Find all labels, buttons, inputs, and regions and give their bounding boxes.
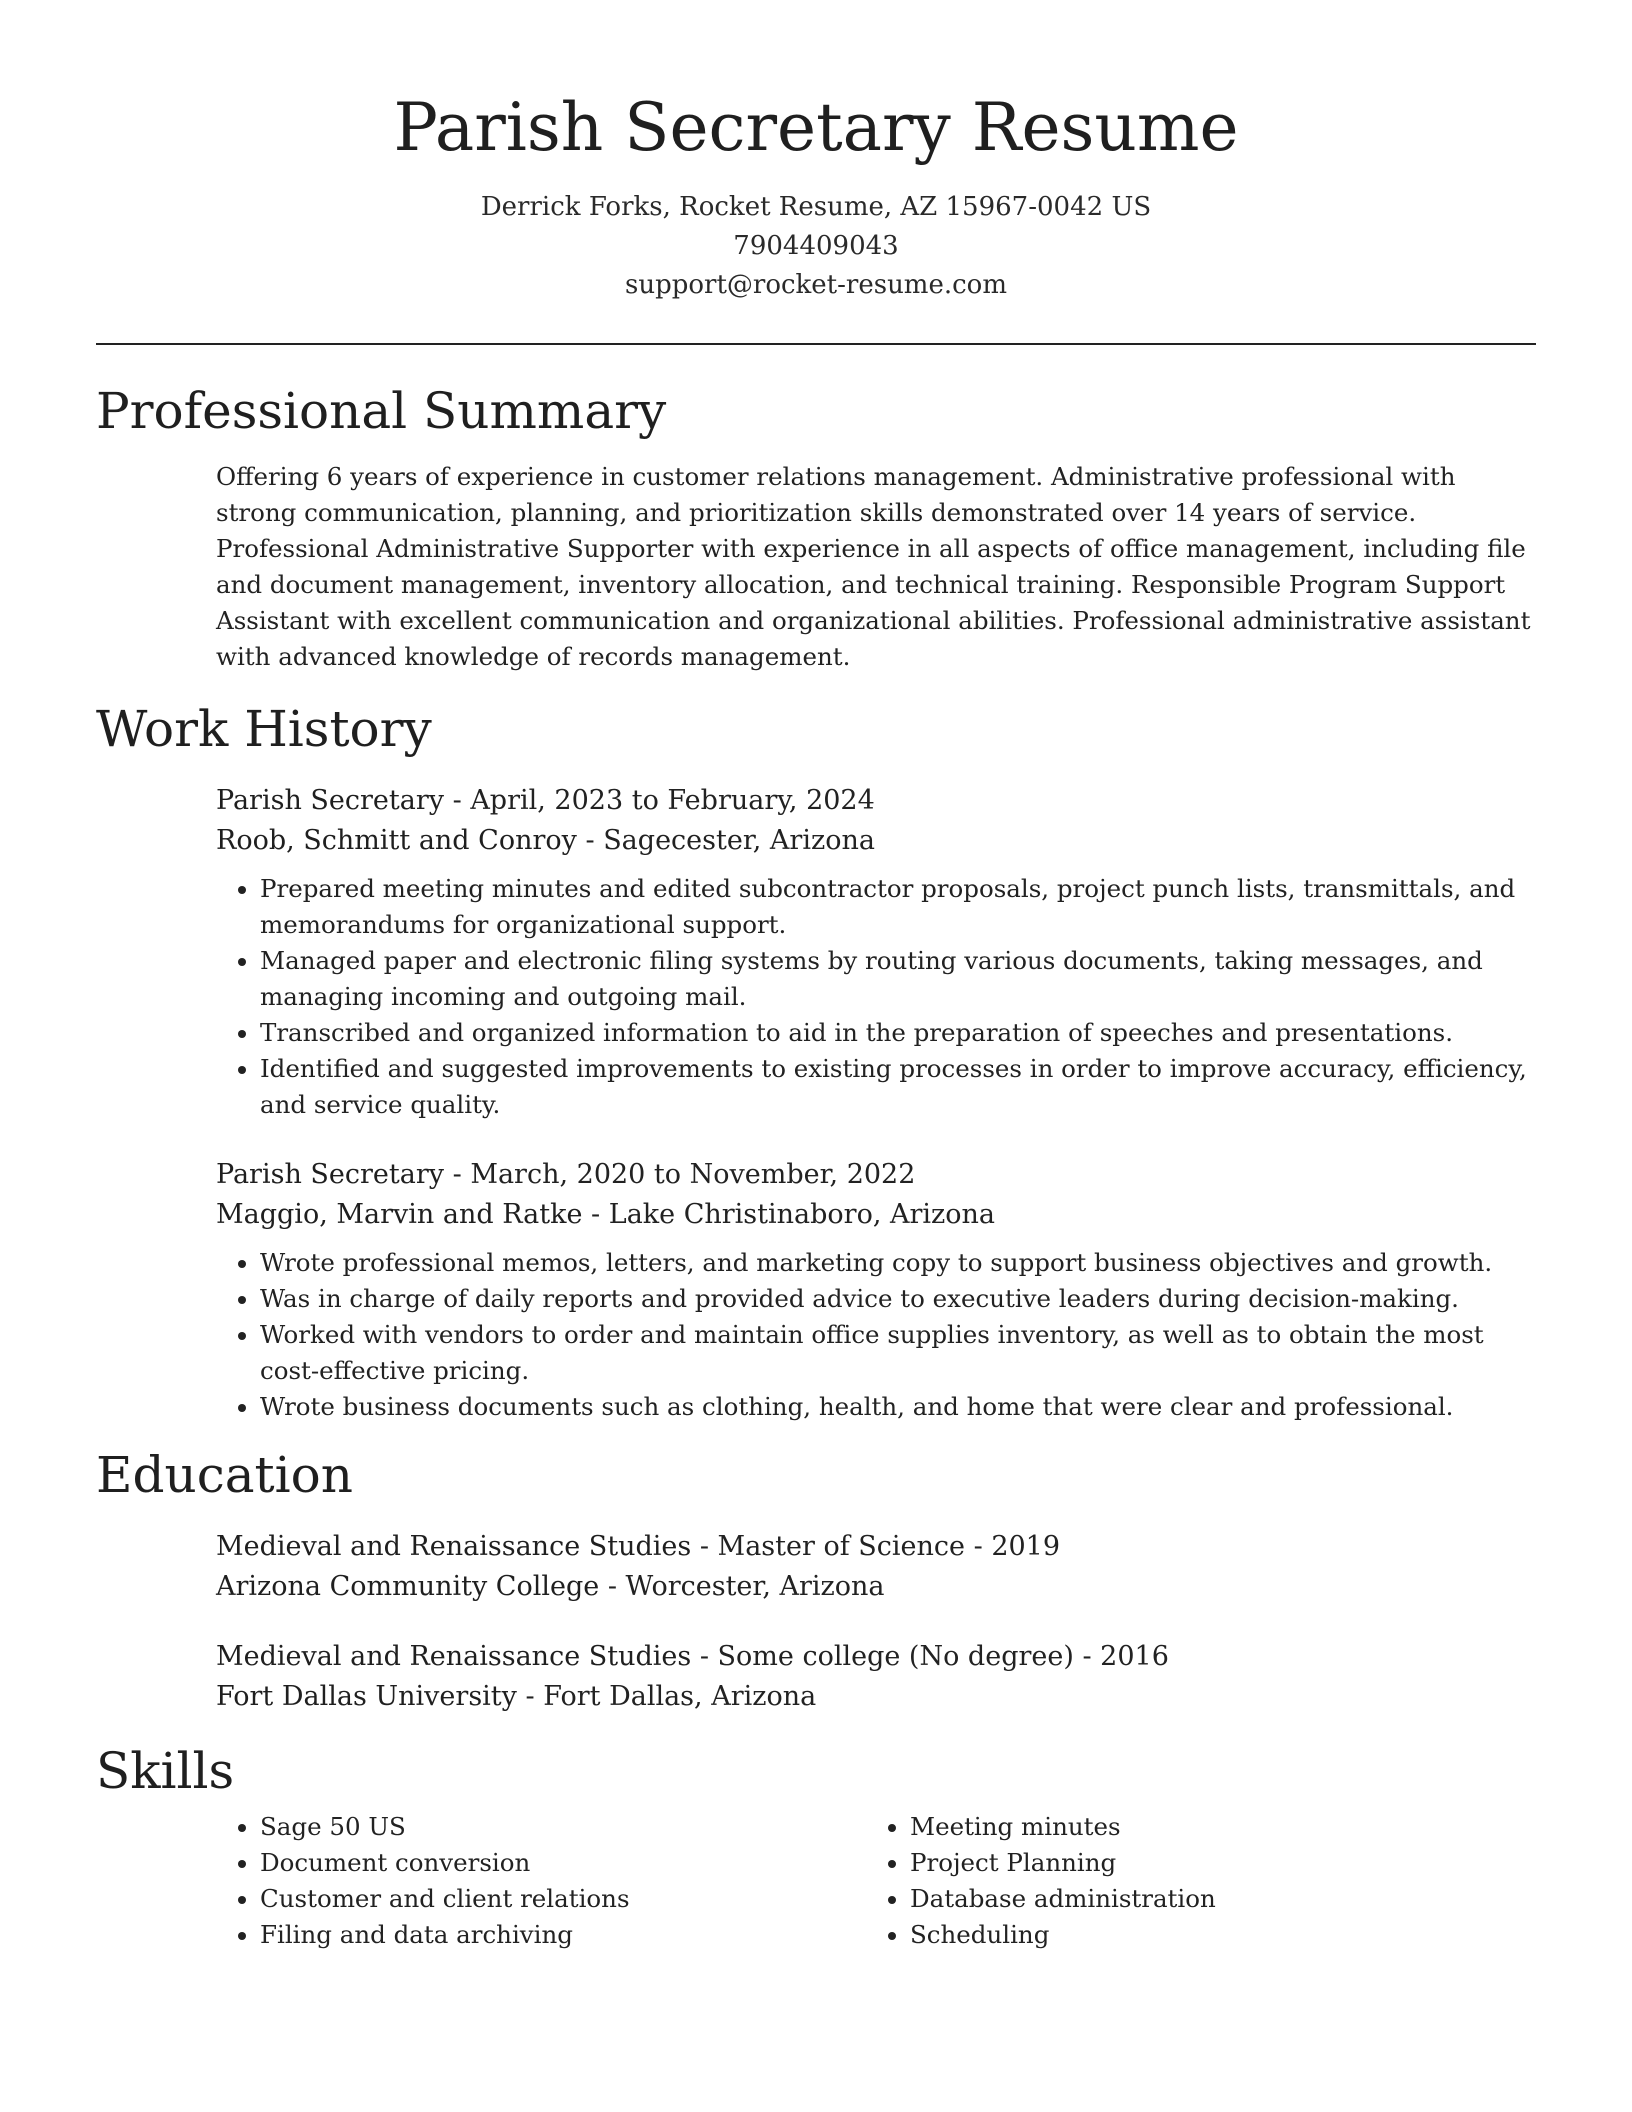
separator: - — [599, 1571, 626, 1602]
separator: - — [444, 1159, 471, 1190]
skill-item: • Scheduling — [910, 1917, 1516, 1953]
skill-item: • Database administration — [910, 1881, 1516, 1917]
list-item: • Identified and suggested improvements to existing processes in order to improve accuracy, efficiency, and service quality. — [260, 1051, 1536, 1123]
job-company: Maggio, Marvin and Ratke — [216, 1199, 583, 1230]
education-school-line — [216, 1677, 1536, 1717]
resume-title: Parish Secretary Resume — [393, 89, 1239, 166]
job-entry — [216, 781, 1536, 1123]
education-degree-line — [216, 1527, 1536, 1567]
work-history-heading: Work History — [96, 700, 432, 758]
list-item: • Prepared meeting minutes and edited subcontractor proposals, project punch lists, transmittals, and memorandums for organizational support. — [260, 871, 1536, 943]
job-company: Roob, Schmitt and Conroy — [216, 825, 577, 856]
list-item: • Managed paper and electronic filing systems by routing various documents, taking messages, and managing incoming and outgoing mail. — [260, 943, 1536, 1015]
education-location: Worcester, Arizona — [625, 1571, 885, 1602]
contact-info — [96, 188, 1536, 305]
separator: - — [691, 1641, 718, 1672]
summary-section — [96, 379, 1536, 675]
job-dates: March, 2020 to November, 2022 — [470, 1159, 916, 1190]
list-item: • Transcribed and organized information to aid in the preparation of speeches and presentations. — [260, 1015, 1536, 1051]
separator: - — [582, 1199, 609, 1230]
skills-list-left — [216, 1809, 866, 1953]
contact-email: support@rocket-resume.com — [624, 270, 1007, 300]
education-school: Fort Dallas University — [216, 1681, 517, 1712]
skills-grid — [216, 1809, 1536, 1953]
education-field: Medieval and Renaissance Studies — [216, 1531, 692, 1562]
separator: - — [965, 1531, 992, 1562]
job-title-line — [216, 1155, 1536, 1195]
education-section — [96, 1443, 1536, 1717]
list-item: • Worked with vendors to order and maintain office supplies inventory, as well as to obtain the most cost-effective pricing. — [260, 1317, 1536, 1389]
separator: - — [444, 785, 471, 816]
skills-list-right — [866, 1809, 1516, 1953]
skills-column-right — [866, 1809, 1516, 1953]
list-item: • Was in charge of daily reports and provided advice to executive leaders during decision-making. — [260, 1281, 1536, 1317]
job-location: Sagecester, Arizona — [603, 825, 875, 856]
skills-column-left — [216, 1809, 866, 1953]
contact-phone: 7904409043 — [733, 231, 899, 261]
work-history-section — [96, 697, 1536, 1425]
education-year: 2019 — [991, 1531, 1061, 1562]
skill-item: • Document conversion — [260, 1845, 866, 1881]
job-bullets — [216, 871, 1536, 1123]
skill-item: • Sage 50 US — [260, 1809, 866, 1845]
education-entry — [216, 1527, 1536, 1607]
summary-heading: Professional Summary — [96, 382, 667, 440]
contact-address: Derrick Forks, Rocket Resume, AZ 15967-0042 US — [480, 192, 1152, 222]
job-title: Parish Secretary — [216, 785, 445, 816]
skill-item: • Meeting minutes — [910, 1809, 1516, 1845]
education-entry — [216, 1637, 1536, 1717]
separator: - — [691, 1531, 718, 1562]
header-divider — [96, 343, 1536, 345]
education-school: Arizona Community College — [216, 1571, 600, 1602]
skills-section — [96, 1739, 1536, 1953]
list-item: • Wrote business documents such as clothing, health, and home that were clear and professional. — [260, 1389, 1536, 1425]
separator: - — [1073, 1641, 1101, 1672]
job-dates: April, 2023 to February, 2024 — [470, 785, 875, 816]
job-entry — [216, 1155, 1536, 1425]
education-school-line — [216, 1567, 1536, 1607]
education-field: Medieval and Renaissance Studies — [216, 1641, 692, 1672]
education-degree: Master of Science — [717, 1531, 966, 1562]
education-heading: Education — [96, 1446, 353, 1504]
list-item: • Wrote professional memos, letters, and marketing copy to support business objectives and growth. — [260, 1245, 1536, 1281]
resume-header — [96, 0, 1536, 305]
education-location: Fort Dallas, Arizona — [543, 1681, 817, 1712]
skill-item: • Filing and data archiving — [260, 1917, 866, 1953]
skill-item: • Customer and client relations — [260, 1881, 866, 1917]
job-title-line — [216, 781, 1536, 821]
summary-text: Offering 6 years of experience in customer relations management. Administrative professional with strong communication, planning, and prioritization skills demonstrated over 14 years of service. Professional Administrative Supporter with experience in all aspects of office management, including file and document management, inventory allocation, and technical training. Responsible Program Support Assistant with excellent communication and organizational abilities. Professional administrative assistant with advanced knowledge of records management. — [216, 462, 1531, 671]
skills-heading: Skills — [96, 1742, 235, 1800]
skill-item: • Project Planning — [910, 1845, 1516, 1881]
job-company-line — [216, 821, 1536, 861]
separator: - — [516, 1681, 544, 1712]
job-location: Lake Christinaboro, Arizona — [608, 1199, 996, 1230]
education-year: 2016 — [1100, 1641, 1169, 1672]
job-company-line — [216, 1195, 1536, 1235]
education-degree: Some college (No degree) — [717, 1641, 1074, 1672]
job-bullets — [216, 1245, 1536, 1425]
separator: - — [576, 825, 604, 856]
job-title: Parish Secretary — [216, 1159, 445, 1190]
education-degree-line — [216, 1637, 1536, 1677]
